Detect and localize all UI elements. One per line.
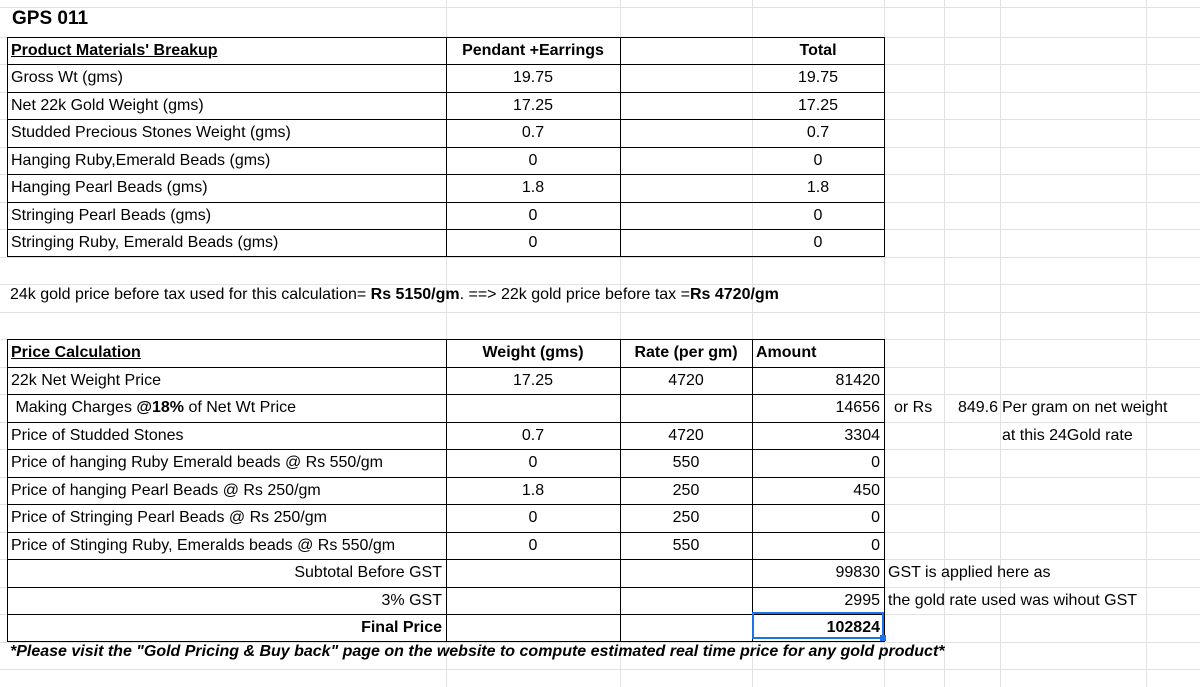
price-row-weight[interactable]: 0.7 [521,427,545,444]
materials-row-label[interactable]: Net 22k Gold Weight (gms) [11,97,204,114]
materials-row-total[interactable]: 0 [813,234,823,251]
price-row-rate[interactable]: 250 [672,482,700,499]
price-row-rate[interactable]: 4720 [668,427,704,444]
materials-row-total[interactable]: 19.75 [797,69,839,86]
materials-row-pendant[interactable]: 0 [528,234,538,251]
materials-row-total[interactable]: 0.7 [806,124,830,141]
price-row-label[interactable] [7,394,446,422]
gold-price-note[interactable] [10,286,779,304]
product-code-title: GPS 011 [12,8,89,29]
gold-price-24k: Rs 5150/gm [370,286,460,303]
making-per-gram-value[interactable]: 849.6 [957,399,998,416]
price-row-amount[interactable]: 0 [871,537,880,554]
making-label-post: of Net Wt Price [184,399,297,416]
price-row-weight[interactable]: 0 [528,509,538,526]
final-price-amount[interactable]: 102824 [826,619,880,636]
price-row-label[interactable]: 22k Net Weight Price [11,372,161,389]
materials-row-pendant[interactable]: 0.7 [521,124,545,141]
price-row-amount[interactable]: 81420 [835,372,880,389]
gold-note-middle: . ==> 22k gold price before tax = [459,286,690,303]
gold-price-22k: Rs 4720/gm [689,286,779,303]
materials-row-label[interactable]: Stringing Pearl Beads (gms) [11,207,212,224]
price-row-amount[interactable]: 0 [871,454,880,471]
materials-row-pendant[interactable]: 0 [528,152,538,169]
price-row-rate[interactable]: 4720 [668,372,704,389]
selected-cell-outline[interactable] [752,612,884,639]
making-label-pre: Making Charges [11,399,137,416]
subtotal-label[interactable]: Subtotal Before GST [294,564,442,581]
price-row-rate[interactable] [620,394,752,422]
materials-header-pendant[interactable]: Pendant +Earrings [462,42,604,59]
price-row-rate[interactable]: 550 [672,537,700,554]
price-row-amount[interactable]: 3304 [844,427,880,444]
materials-row-label[interactable]: Hanging Pearl Beads (gms) [11,179,208,196]
price-row-weight[interactable]: 1.8 [521,482,545,499]
price-row-amount[interactable]: 450 [853,482,880,499]
materials-row-total[interactable]: 1.8 [806,179,830,196]
footnote: *Please visit the "Gold Pricing & Buy back" page on the website to compute estimated real time price for any gold product* [10,643,945,660]
price-header-weight[interactable]: Weight (gms) [482,344,584,361]
gst-label[interactable]: 3% GST [381,592,442,609]
price-row-label[interactable]: Price of Stinging Ruby, Emeralds beads @ Rs 550/gm [11,537,396,554]
price-row-label[interactable]: Price of Stringing Pearl Beads @ Rs 250/gm [11,509,327,526]
materials-row-pendant[interactable]: 19.75 [512,69,554,86]
price-row-weight[interactable]: 0 [528,454,538,471]
price-row-weight[interactable] [446,394,620,422]
subtotal-amount[interactable]: 99830 [835,564,880,581]
materials-row-total[interactable]: 0 [813,152,823,169]
making-per-gram-text[interactable]: Per gram on net weight [1002,399,1168,416]
gst-note-line2[interactable]: the gold rate used was wihout GST [888,592,1138,609]
final-price-label[interactable]: Final Price [361,619,442,636]
price-row-label[interactable]: Price of hanging Ruby Emerald beads @ Rs 550/gm [11,454,383,471]
materials-row-pendant[interactable]: 0 [528,207,538,224]
materials-row-label[interactable]: Hanging Ruby,Emerald Beads (gms) [11,152,271,169]
price-row-amount[interactable]: 14656 [835,399,880,416]
price-row-weight[interactable]: 17.25 [512,372,554,389]
making-rate-text[interactable]: at this 24Gold rate [1002,427,1133,444]
price-row-label[interactable]: Price of Studded Stones [11,427,184,444]
fill-handle[interactable] [880,635,886,641]
making-label-percent: @18% [136,399,185,416]
gold-note-prefix: 24k gold price before tax used for this calculation= [10,286,371,303]
price-row-label[interactable]: Price of hanging Pearl Beads @ Rs 250/gm [11,482,321,499]
materials-header-total[interactable]: Total [799,42,837,59]
gst-amount[interactable]: 2995 [844,592,880,609]
materials-row-total[interactable]: 17.25 [797,97,839,114]
materials-row-pendant[interactable]: 1.8 [521,179,545,196]
materials-row-label[interactable]: Stringing Ruby, Emerald Beads (gms) [11,234,279,251]
making-or-label[interactable]: or Rs [894,399,933,416]
materials-row-pendant[interactable]: 17.25 [512,97,554,114]
price-header-rate[interactable]: Rate (per gm) [634,344,738,361]
materials-header-label[interactable]: Product Materials' Breakup [11,42,218,59]
price-row-rate[interactable]: 550 [672,454,700,471]
materials-row-total[interactable]: 0 [813,207,823,224]
price-row-weight[interactable]: 0 [528,537,538,554]
price-row-amount[interactable]: 0 [871,509,880,526]
gst-note-line1[interactable]: GST is applied here as [888,564,1051,581]
materials-row-label[interactable]: Studded Precious Stones Weight (gms) [11,124,291,141]
price-header-label[interactable]: Price Calculation [11,344,141,361]
price-header-amount[interactable]: Amount [756,344,817,361]
materials-row-label[interactable]: Gross Wt (gms) [11,69,123,86]
price-row-rate[interactable]: 250 [672,509,700,526]
